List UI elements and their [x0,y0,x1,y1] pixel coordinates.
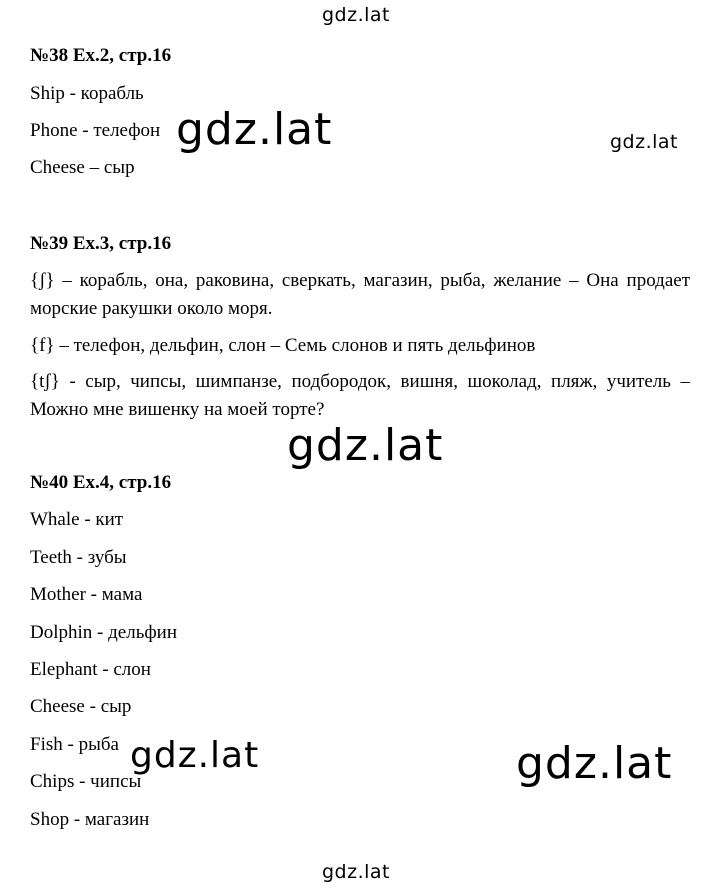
section-38-heading: №38 Ex.2, стр.16 [30,45,172,66]
watermark-bottom-right: gdz.lat [516,738,673,789]
section-40-heading: №40 Ex.4, стр.16 [30,472,172,493]
paragraph: {ʃ} – корабль, она, раковина, сверкать, магазин, рыба, желание – Она продает морские ракушки около моря. [30,270,690,319]
paragraph: {tʃ} - сыр, чипсы, шимпанзе, подбородок, вишня, шоколад, пляж, учитель – Можно мне вишенку на моей торте? [30,371,690,420]
watermark-footer: gdz.lat [322,861,391,883]
list-item: Ship - корабль [30,83,144,104]
list-item: Elephant - слон [30,659,151,680]
list-item: Chips - чипсы [30,771,142,792]
watermark-top: gdz.lat [322,4,391,26]
list-item: Whale - кит [30,509,124,530]
list-item: Cheese - сыр [30,696,132,717]
watermark-mid-right: gdz.lat [610,131,679,153]
list-item: Teeth - зубы [30,547,127,568]
paragraph: {f} – телефон, дельфин, слон – Семь слонов и пять дельфинов [30,335,536,356]
list-item: Phone - телефон [30,120,161,141]
list-item: Mother - мама [30,584,143,605]
watermark-center: gdz.lat [287,420,444,471]
list-item: Fish - рыба [30,734,119,755]
list-item: Cheese – сыр [30,157,135,178]
section-39-heading: №39 Ex.3, стр.16 [30,233,172,254]
watermark-mid-left: gdz.lat [176,104,333,155]
list-item: Dolphin - дельфин [30,622,177,643]
watermark-bottom-left: gdz.lat [130,735,260,776]
list-item: Shop - магазин [30,809,150,830]
